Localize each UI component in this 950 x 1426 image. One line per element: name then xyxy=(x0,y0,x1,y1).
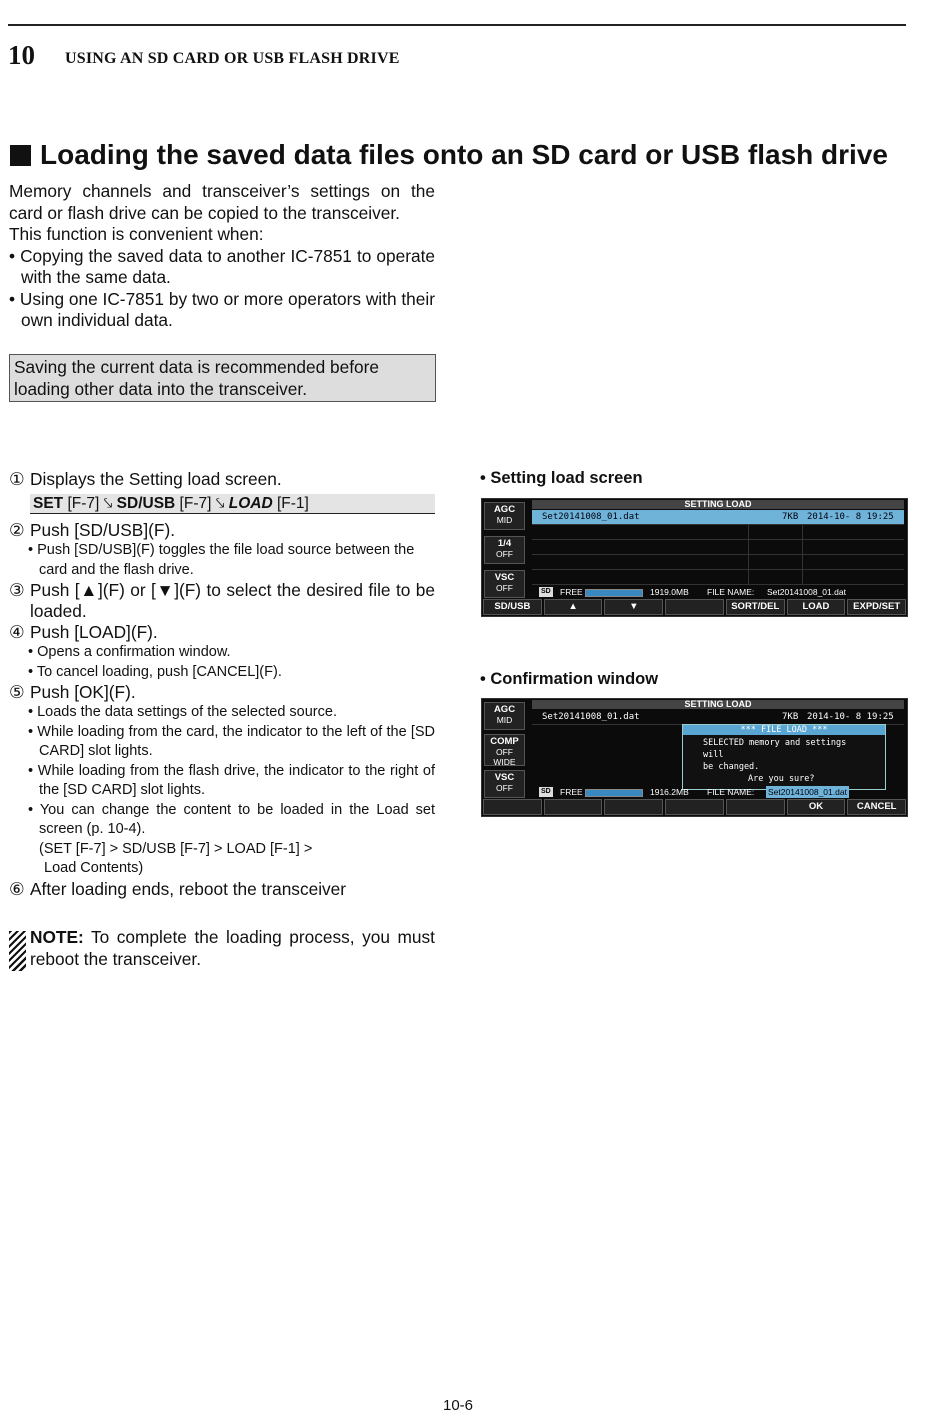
step-text: Push [SD/USB](F). xyxy=(30,520,176,540)
down-button[interactable]: ▼ xyxy=(604,599,663,615)
column-divider xyxy=(802,525,803,585)
path-load: LOAD xyxy=(228,495,273,512)
step-sub: • Loads the data settings of the selected source. xyxy=(28,704,337,720)
intro-paragraph-1: Memory channels and transceiver’s settings on the card or flash drive can be copied to the transceiver. xyxy=(9,181,435,223)
file-name-value: Set20141008_01.dat xyxy=(767,587,846,597)
step-sub: • You can change the content to be loaded in the Load set screen (p. 10-4). xyxy=(28,801,435,837)
note-body: To complete the loading process, you must reboot the transceiver. xyxy=(30,927,435,969)
file-size: 7KB xyxy=(782,512,799,522)
free-label: FREE xyxy=(560,787,583,797)
function-buttons xyxy=(482,798,907,816)
intro-text xyxy=(9,181,435,332)
file-row-empty[interactable] xyxy=(532,525,904,540)
file-row-empty[interactable] xyxy=(532,555,904,570)
step-sub: • Push [SD/USB](F) toggles the file load source between the card and the flash drive. xyxy=(28,542,415,578)
step-number: ⑤ xyxy=(9,682,25,702)
cancel-button[interactable]: CANCEL xyxy=(847,799,906,815)
step-text: Push [▲](F) or [▼](F) to select the desired file to be loaded. xyxy=(30,580,435,621)
status-bar xyxy=(532,786,904,798)
screen-title: SETTING LOAD xyxy=(532,500,904,509)
free-space-bar xyxy=(585,789,643,797)
step-sub: • To cancel loading, push [CANCEL](F). xyxy=(28,663,282,680)
chapter-number: 10 xyxy=(8,40,35,70)
blank-button[interactable] xyxy=(665,799,724,815)
path-set: SET xyxy=(33,495,64,512)
step-sub: (SET [F-7] > SD/USB [F-7] > LOAD [F-1] > xyxy=(39,840,313,857)
blank-button[interactable] xyxy=(665,599,724,615)
file-date: 2014-10- 8 19:25 xyxy=(807,712,894,722)
free-value: 1919.0MB xyxy=(650,587,689,597)
blank-button[interactable] xyxy=(483,799,542,815)
step-number: ① xyxy=(9,469,25,489)
sd-usb-button[interactable]: SD/USB xyxy=(483,599,542,615)
step-2 xyxy=(9,520,435,541)
file-name-label: FILE NAME: xyxy=(707,787,755,797)
blank-button[interactable] xyxy=(604,799,663,815)
confirmation-caption: • Confirmation window xyxy=(480,670,659,688)
sd-tag: SD xyxy=(541,588,551,595)
step-sub: • While loading from the flash drive, the indicator to the right of the [SD CARD] slot lights. xyxy=(28,762,435,798)
path-f1: [F-1] xyxy=(272,495,309,512)
setting-load-caption: • Setting load screen xyxy=(480,469,643,487)
step-sub: Load Contents) xyxy=(44,860,144,876)
expd-set-button[interactable]: EXPD/SET xyxy=(847,599,906,615)
square-bullet-icon xyxy=(10,145,31,166)
menu-path xyxy=(30,494,435,514)
file-row-empty[interactable] xyxy=(532,540,904,555)
blank-button[interactable] xyxy=(726,799,785,815)
step-number: ⑥ xyxy=(9,878,25,899)
free-value: 1916.2MB xyxy=(650,787,689,797)
file-name-label: FILE NAME: xyxy=(707,587,755,597)
free-space-bar xyxy=(585,589,643,597)
step-text: Displays the Setting load screen. xyxy=(30,469,282,489)
note-label: NOTE: xyxy=(30,927,84,947)
step-1 xyxy=(9,469,435,490)
step-text: Push [OK](F). xyxy=(30,682,136,702)
step-number: ④ xyxy=(9,622,25,642)
file-row-empty[interactable] xyxy=(532,570,904,585)
path-f7a: [F-7] ⤥ xyxy=(63,495,117,512)
file-row-selected[interactable] xyxy=(532,510,904,525)
header-rule xyxy=(8,24,906,26)
up-button[interactable]: ▲ xyxy=(544,599,603,615)
steps-list xyxy=(9,469,435,900)
step-5 xyxy=(9,682,435,703)
section-title xyxy=(10,139,888,171)
step-6 xyxy=(9,879,435,900)
note-hatch-icon xyxy=(9,931,26,971)
comp-button[interactable]: COMP OFF WIDE xyxy=(484,734,525,766)
step-sub: • While loading from the card, the indicator to the left of the [SD CARD] slot lights. xyxy=(28,723,435,759)
note-box xyxy=(9,927,435,971)
file-size: 7KB xyxy=(782,712,799,722)
file-name: Set20141008_01.dat xyxy=(542,512,640,522)
step-3 xyxy=(9,580,435,622)
intro-paragraph-2: This function is convenient when: xyxy=(9,224,264,244)
dialog-message: SELECTED memory and settings will be changed. Are you sure? xyxy=(703,738,847,784)
intro-bullet: • Copying the saved data to another IC-7851 to operate with the same data. xyxy=(9,245,435,287)
file-name-value: Set20141008_01.dat xyxy=(768,787,847,797)
screen-title: SETTING LOAD xyxy=(532,700,904,709)
dialog-title: *** FILE LOAD *** xyxy=(683,725,885,735)
free-label: FREE xyxy=(560,587,583,597)
sort-del-button[interactable]: SORT/DEL xyxy=(726,599,785,615)
path-sdusb: SD/USB xyxy=(116,495,176,512)
recommendation-callout: Saving the current data is recommended before loading other data into the transceiver. xyxy=(9,354,436,402)
confirm-dialog xyxy=(682,724,886,790)
agc-button[interactable]: AGC MID xyxy=(484,502,525,530)
chapter-title: USING AN SD CARD OR USB FLASH DRIVE xyxy=(65,50,400,67)
status-bar xyxy=(532,586,904,598)
vsc-button[interactable]: VSC OFF xyxy=(484,570,525,598)
file-date: 2014-10- 8 19:25 xyxy=(807,512,894,522)
file-name: Set20141008_01.dat xyxy=(542,712,640,722)
step-text: After loading ends, reboot the transceiver xyxy=(30,878,347,899)
vsc-button[interactable]: VSC OFF xyxy=(484,770,525,798)
column-divider xyxy=(748,525,749,585)
step-number: ③ xyxy=(9,580,25,600)
blank-button[interactable] xyxy=(544,799,603,815)
function-buttons xyxy=(482,598,907,616)
path-f7b: [F-7] ⤥ xyxy=(175,495,229,512)
agc-button[interactable]: AGC MID xyxy=(484,702,525,730)
confirmation-screen xyxy=(481,698,908,817)
step-number: ② xyxy=(9,520,25,540)
filter-button[interactable]: 1/4 OFF xyxy=(484,536,525,564)
step-text: Push [LOAD](F). xyxy=(30,622,158,642)
ok-button[interactable]: OK xyxy=(787,799,846,815)
note-text xyxy=(30,927,435,971)
section-title-text: Loading the saved data files onto an SD card or USB flash drive xyxy=(40,139,888,170)
step-sub: • Opens a confirmation window. xyxy=(28,644,231,660)
page-number: 10-6 xyxy=(442,1397,474,1414)
setting-load-screen xyxy=(481,498,908,617)
sd-tag: SD xyxy=(541,788,551,795)
intro-bullet: • Using one IC-7851 by two or more operators with their own individual data. xyxy=(9,288,435,330)
load-button[interactable]: LOAD xyxy=(787,599,846,615)
step-4 xyxy=(9,622,435,643)
file-row[interactable] xyxy=(532,710,904,725)
